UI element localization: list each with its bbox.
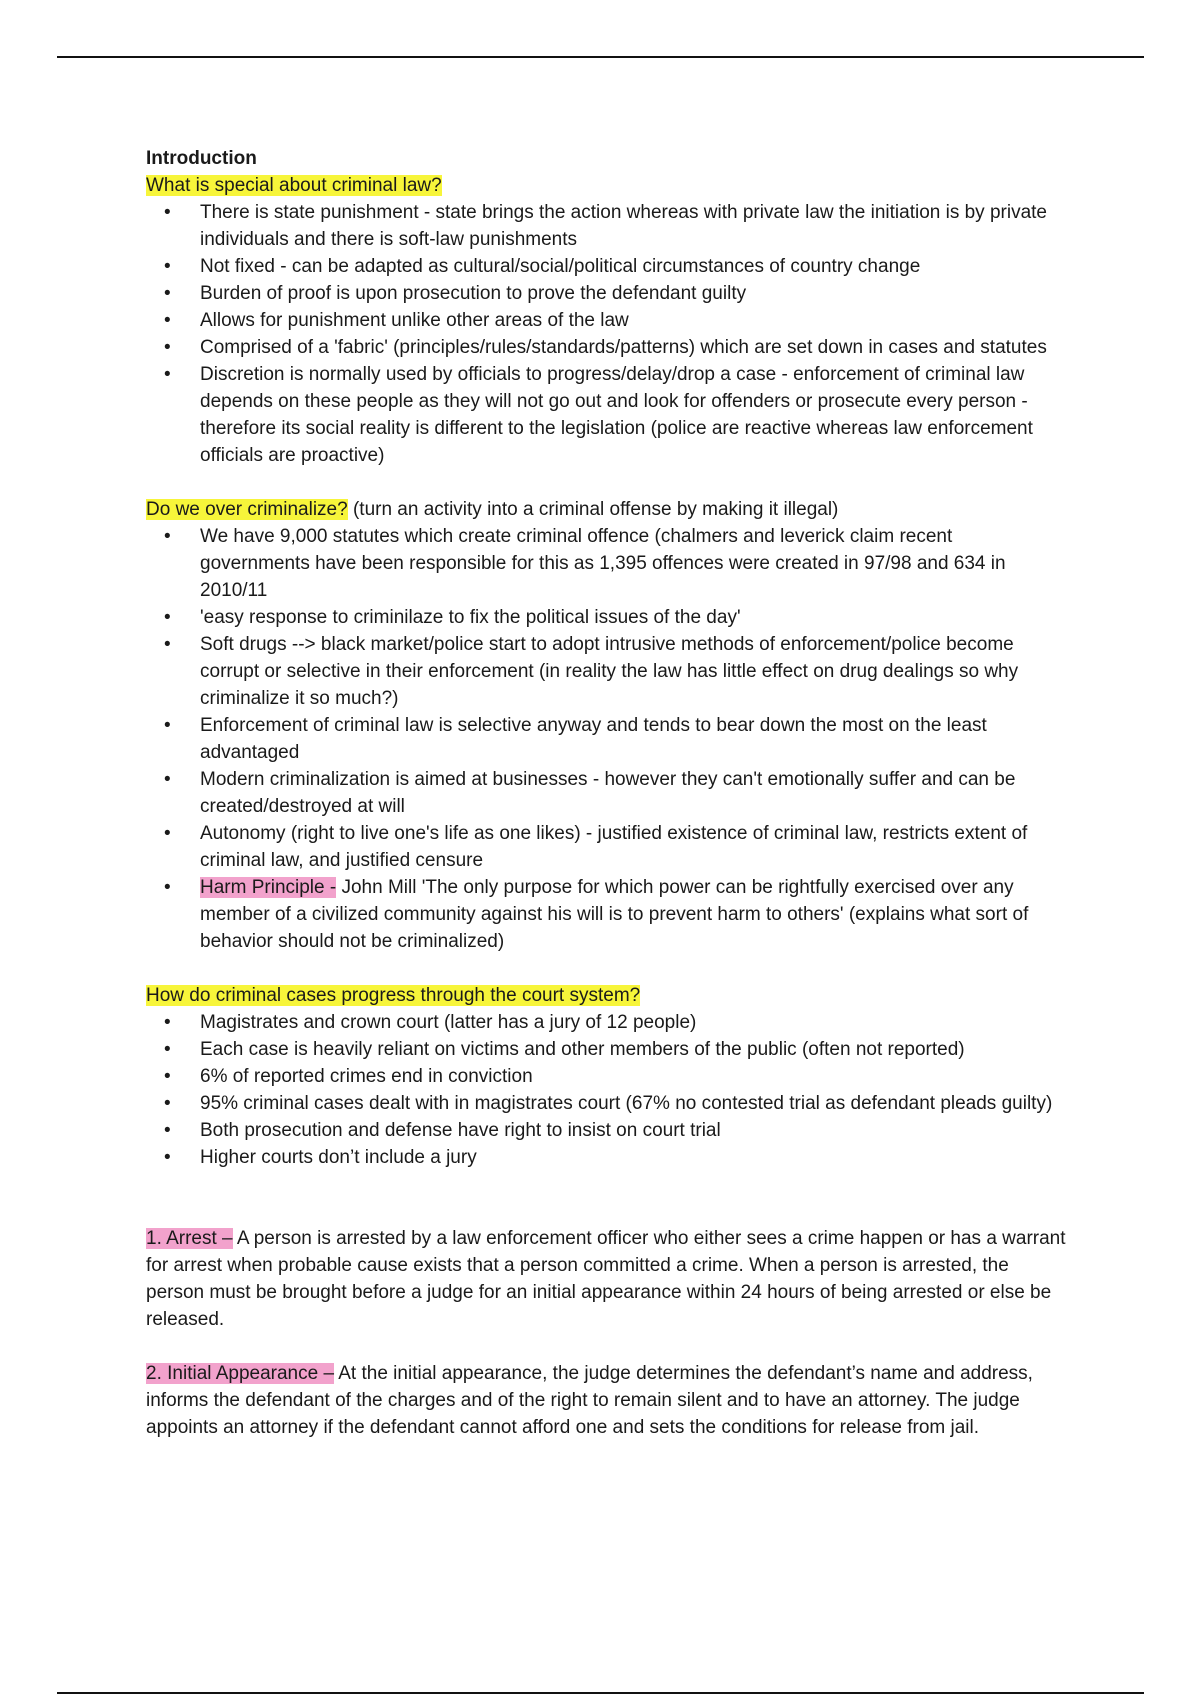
list-item: • Soft drugs --> black market/police start to adopt intrusive methods of enforcement/police become corrupt or selective in their enforcement (in reality the law has little effect on drug dealings so why criminalize it so much?) (200, 631, 1066, 712)
list-item: • Magistrates and crown court (latter has a jury of 12 people) (200, 1009, 1066, 1036)
list-item: • 6% of reported crimes end in conviction (200, 1063, 1066, 1090)
stage-label: 2. Initial Appearance – (146, 1363, 335, 1384)
list-item: • Burden of proof is upon prosecution to prove the defendant guilty (200, 280, 1066, 307)
list-item: • Enforcement of criminal law is selective anyway and tends to bear down the most on the least advantaged (200, 712, 1066, 766)
document-title: Introduction (146, 148, 257, 169)
section-question (146, 172, 1066, 199)
question-note: (turn an activity into a criminal offense by making it illegal) (347, 499, 839, 520)
highlighted-question: How do criminal cases progress through the court system? (146, 985, 641, 1006)
top-rule (57, 56, 1144, 58)
harm-principle-label: Harm Principle - (200, 877, 337, 898)
harm-principle-text: John Mill 'The only purpose for which power can be rightfully exercised over any member of a civilized community against his will is to prevent harm to others' (explains what sort of behavior should not be criminalized) (200, 877, 1029, 952)
list-item: • Comprised of a 'fabric' (principles/rules/standards/patterns) which are set down in cases and statutes (200, 334, 1066, 361)
list-item: • Not fixed - can be adapted as cultural/social/political circumstances of country change (200, 253, 1066, 280)
document-body (146, 145, 1066, 1441)
bottom-rule (57, 1692, 1144, 1694)
section-question (146, 496, 1066, 523)
list-item: • 95% criminal cases dealt with in magistrates court (67% no contested trial as defendant pleads guilty) (200, 1090, 1066, 1117)
highlighted-question: What is special about criminal law? (146, 175, 442, 196)
highlighted-question: Do we over criminalize? (146, 499, 348, 520)
list-item: • Discretion is normally used by officials to progress/delay/drop a case - enforcement of criminal law depends on these people as they will not go out and look for offenders or prosecute every person - therefore its social reality is different to the legislation (police are reactive whereas law enforcement officials are proactive) (200, 361, 1066, 469)
list-item: • Allows for punishment unlike other areas of the law (200, 307, 1066, 334)
stage-arrest (146, 1225, 1066, 1333)
bullet-list (146, 523, 1066, 955)
list-item: • Each case is heavily reliant on victims and other members of the public (often not reported) (200, 1036, 1066, 1063)
stage-initial-appearance (146, 1360, 1066, 1441)
stage-text: At the initial appearance, the judge determines the defendant’s name and address, informs the defendant of the charges and of the right to remain silent and to have an attorney. The judge appoints an attorney if the defendant cannot afford one and sets the conditions for release from jail. (146, 1363, 1033, 1438)
list-item: • We have 9,000 statutes which create criminal offence (chalmers and leverick claim recent governments have been responsible for this as 1,395 offences were created in 97/98 and 634 in 2010/11 (200, 523, 1066, 604)
list-item-harm-principle (200, 874, 1066, 955)
list-item: • There is state punishment - state brings the action whereas with private law the initiation is by private individuals and there is soft-law punishments (200, 199, 1066, 253)
list-item: • Higher courts don’t include a jury (200, 1144, 1066, 1171)
list-item: • Autonomy (right to live one's life as one likes) - justified existence of criminal law, restricts extent of criminal law, and justified censure (200, 820, 1066, 874)
bullet-list (146, 1009, 1066, 1171)
section-question (146, 982, 1066, 1009)
list-item: • 'easy response to criminilaze to fix the political issues of the day' (200, 604, 1066, 631)
bullet-list (146, 199, 1066, 469)
stage-label: 1. Arrest – (146, 1228, 233, 1249)
stage-text: A person is arrested by a law enforcement officer who either sees a crime happen or has a warrant for arrest when probable cause exists that a person committed a crime. When a person is arrested, the person must be brought before a judge for an initial appearance within 24 hours of being arrested or else be released. (146, 1228, 1066, 1330)
list-item: • Modern criminalization is aimed at businesses - however they can't emotionally suffer and can be created/destroyed at will (200, 766, 1066, 820)
list-item: • Both prosecution and defense have right to insist on court trial (200, 1117, 1066, 1144)
